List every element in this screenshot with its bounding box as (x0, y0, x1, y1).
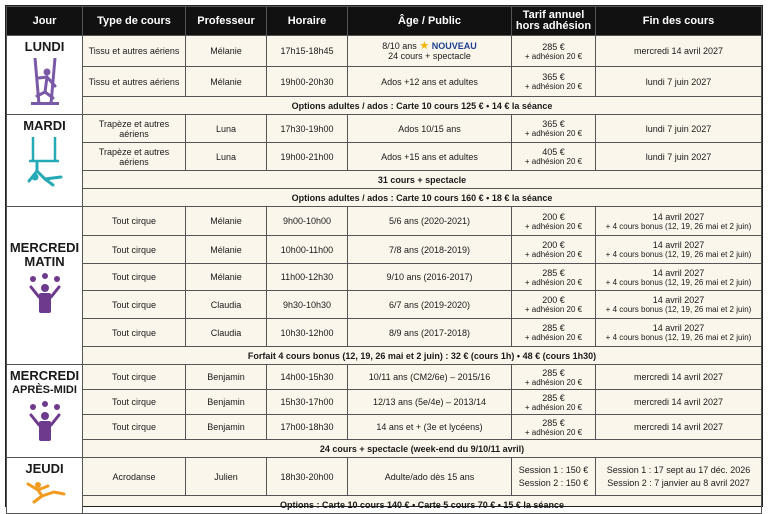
age-cell: Ados +15 ans et adultes (348, 143, 512, 171)
table-row (7, 236, 762, 264)
time-cell: 17h00-18h30 (267, 415, 348, 440)
end-cell (596, 291, 762, 319)
price-value: 285 € (542, 417, 565, 428)
prof-cell: Benjamin (186, 415, 267, 440)
price-value: 200 € (542, 211, 565, 222)
time-cell: 18h30-20h00 (267, 458, 348, 496)
header-horaire: Horaire (267, 7, 348, 36)
end-cell (596, 264, 762, 291)
time-cell: 14h00-15h30 (267, 365, 348, 390)
schedule-table (6, 6, 762, 514)
type-cell: Tissu et autres aériens (83, 36, 186, 67)
price-value: 285 € (542, 392, 565, 403)
time-cell: 10h00-11h00 (267, 236, 348, 264)
fee-note: + adhésion 20 € (524, 333, 583, 342)
day-label: MARDI (23, 118, 66, 133)
day-label: MERCREDI (9, 240, 80, 255)
prof-cell: Claudia (186, 291, 267, 319)
time-cell: 11h00-12h30 (267, 264, 348, 291)
options-row (7, 97, 762, 115)
session-2-price: Session 2 : 150 € (518, 478, 589, 488)
time-cell: 17h30-19h00 (267, 115, 348, 143)
day-cell-mercredi-apres-midi (7, 365, 83, 458)
time-cell: 9h00-10h00 (267, 207, 348, 236)
session-2-dates: Session 2 : 7 janvier au 8 avril 2027 (607, 478, 750, 488)
fee-note: + adhésion 20 € (524, 51, 583, 61)
type-cell: Trapèze et autres aériens (83, 143, 186, 171)
header-fin: Fin des cours (596, 7, 762, 36)
price-cell (512, 36, 596, 67)
table-row (7, 36, 762, 67)
acrobat-icon (24, 480, 66, 504)
session-1-price: Session 1 : 150 € (518, 465, 589, 475)
prof-cell: Mélanie (186, 264, 267, 291)
table-row (7, 264, 762, 291)
fee-note: + adhésion 20 € (524, 277, 583, 287)
time-cell: 10h30-12h00 (267, 319, 348, 347)
note-text: 31 cours + spectacle (83, 171, 762, 189)
price-cell (512, 236, 596, 264)
age-cell: Adulte/ado dès 15 ans (348, 458, 512, 496)
session-1-dates: Session 1 : 17 sept au 17 déc. 2026 (606, 465, 751, 475)
header-type: Type de cours (83, 7, 186, 36)
age-cell: 9/10 ans (2016-2017) (348, 264, 512, 291)
options-text: Options adultes / ados : Carte 10 cours 160 € • 18 € la séance (83, 189, 762, 207)
age-cell: 12/13 ans (5e/4e) – 2013/14 (348, 390, 512, 415)
bonus-note: + 4 cours bonus (12, 19, 26 mai et 2 juin) (605, 221, 752, 231)
end-date: 14 avril 2027 (652, 240, 705, 250)
day-label: APRÈS-MIDI (12, 384, 77, 396)
time-cell: 19h00-21h00 (267, 143, 348, 171)
star-icon: ★ (419, 40, 430, 52)
fee-note: + adhésion 20 € (524, 305, 583, 314)
day-label: JEUDI (25, 461, 64, 476)
prof-cell: Mélanie (186, 207, 267, 236)
header-professeur: Professeur (186, 7, 267, 36)
note-text: 24 cours + spectacle (week-end du 9/10/11 avril) (83, 440, 762, 458)
end-date: 14 avril 2027 (652, 211, 705, 222)
age-cell: 6/7 ans (2019-2020) (348, 291, 512, 319)
price-cell (512, 365, 596, 390)
fee-note: + adhésion 20 € (524, 377, 583, 387)
note-row (7, 440, 762, 458)
price-value: 285 € (542, 267, 565, 278)
price-value: 285 € (542, 41, 565, 52)
prof-cell: Luna (186, 115, 267, 143)
table-row (7, 115, 762, 143)
end-date: 14 avril 2027 (652, 323, 705, 333)
price-value: 200 € (542, 295, 565, 305)
price-value: 365 € (542, 119, 565, 129)
bonus-note: + 4 cours bonus (12, 19, 26 mai et 2 juin) (605, 305, 752, 314)
time-cell: 19h00-20h30 (267, 67, 348, 97)
schedule-table-frame (5, 5, 763, 510)
price-cell (512, 264, 596, 291)
type-cell: Acrodanse (83, 458, 186, 496)
prof-cell: Julien (186, 458, 267, 496)
bonus-note: + 4 cours bonus (12, 19, 26 mai et 2 juin) (605, 250, 752, 259)
note-row (7, 171, 762, 189)
day-cell-jeudi (7, 458, 83, 514)
header-tarif: Tarif annuel hors adhésion (512, 7, 596, 36)
age-cell: 10/11 ans (CM2/6e) – 2015/16 (348, 365, 512, 390)
age-note: 24 cours + spectacle (388, 51, 471, 61)
bonus-note: + 4 cours bonus (12, 19, 26 mai et 2 juin) (605, 277, 752, 287)
type-cell: Tout cirque (83, 207, 186, 236)
table-row (7, 291, 762, 319)
fee-note: + adhésion 20 € (524, 427, 583, 437)
header-row (7, 7, 762, 36)
bonus-note: + 4 cours bonus (12, 19, 26 mai et 2 juin) (605, 333, 752, 342)
type-cell: Trapèze et autres aériens (83, 115, 186, 143)
prof-cell: Mélanie (186, 67, 267, 97)
fee-note: + adhésion 20 € (524, 129, 583, 138)
day-label: MATIN (24, 254, 65, 269)
time-cell: 9h30-10h30 (267, 291, 348, 319)
age-cell: 5/6 ans (2020-2021) (348, 207, 512, 236)
age-cell: 8/9 ans (2017-2018) (348, 319, 512, 347)
table-row (7, 143, 762, 171)
new-badge: NOUVEAU (431, 41, 477, 51)
price-value: 200 € (542, 240, 565, 250)
age-cell: Ados 10/15 ans (348, 115, 512, 143)
price-cell (512, 291, 596, 319)
options-row (7, 189, 762, 207)
table-row (7, 207, 762, 236)
table-row (7, 67, 762, 97)
table-row (7, 319, 762, 347)
type-cell: Tout cirque (83, 415, 186, 440)
prof-cell: Benjamin (186, 390, 267, 415)
day-cell-lundi (7, 36, 83, 115)
end-cell (596, 207, 762, 236)
end-date: 14 avril 2027 (652, 295, 705, 305)
day-label: MERCREDI (9, 368, 80, 383)
type-cell: Tout cirque (83, 236, 186, 264)
options-row (7, 496, 762, 514)
day-label: LUNDI (24, 39, 65, 54)
end-cell: lundi 7 juin 2027 (596, 67, 762, 97)
end-cell: mercredi 14 avril 2027 (596, 36, 762, 67)
age-cell: Ados +12 ans et adultes (348, 67, 512, 97)
table-row (7, 415, 762, 440)
price-cell (512, 458, 596, 496)
table-row (7, 390, 762, 415)
price-cell (512, 390, 596, 415)
note-row (7, 347, 762, 365)
options-text: Options adultes / ados : Carte 10 cours 125 € • 14 € la séance (83, 97, 762, 115)
day-cell-mercredi-matin (7, 207, 83, 365)
age-cell: 7/8 ans (2018-2019) (348, 236, 512, 264)
time-cell: 15h30-17h00 (267, 390, 348, 415)
age-cell: 14 ans et + (3e et lycéens) (348, 415, 512, 440)
table-row (7, 365, 762, 390)
header-jour: Jour (7, 7, 83, 36)
prof-cell: Mélanie (186, 36, 267, 67)
time-cell: 17h15-18h45 (267, 36, 348, 67)
price-cell (512, 67, 596, 97)
end-cell: mercredi 14 avril 2027 (596, 365, 762, 390)
fee-note: + adhésion 20 € (524, 221, 583, 231)
prof-cell: Luna (186, 143, 267, 171)
end-cell (596, 319, 762, 347)
end-cell: mercredi 14 avril 2027 (596, 415, 762, 440)
day-cell-mardi (7, 115, 83, 207)
type-cell: Tissu et autres aériens (83, 67, 186, 97)
price-value: 405 € (542, 147, 565, 157)
fee-note: + adhésion 20 € (524, 82, 583, 91)
header-age: Âge / Public (348, 7, 512, 36)
prof-cell: Benjamin (186, 365, 267, 390)
trapeze-icon (23, 137, 67, 189)
prof-cell: Claudia (186, 319, 267, 347)
end-cell (596, 236, 762, 264)
type-cell: Tout cirque (83, 291, 186, 319)
type-cell: Tout cirque (83, 264, 186, 291)
juggler-icon (25, 401, 65, 443)
price-cell (512, 319, 596, 347)
price-value: 365 € (542, 72, 565, 82)
age-text: 8/10 ans (382, 41, 417, 51)
table-row (7, 458, 762, 496)
end-cell: lundi 7 juin 2027 (596, 115, 762, 143)
type-cell: Tout cirque (83, 319, 186, 347)
juggler-icon (25, 273, 65, 315)
fee-note: + adhésion 20 € (524, 250, 583, 259)
price-cell (512, 207, 596, 236)
aerial-silks-icon (25, 58, 65, 106)
end-cell: lundi 7 juin 2027 (596, 143, 762, 171)
fee-note: + adhésion 20 € (524, 157, 583, 166)
note-text: Forfait 4 cours bonus (12, 19, 26 mai et 2 juin) : 32 € (cours 1h) • 48 € (cours 1h30) (83, 347, 762, 365)
end-cell: mercredi 14 avril 2027 (596, 390, 762, 415)
options-text: Options : Carte 10 cours 140 € • Carte 5 cours 70 € • 15 € la séance (83, 496, 762, 514)
type-cell: Tout cirque (83, 365, 186, 390)
type-cell: Tout cirque (83, 390, 186, 415)
price-cell (512, 143, 596, 171)
end-date: 14 avril 2027 (652, 267, 705, 278)
fee-note: + adhésion 20 € (524, 402, 583, 412)
price-value: 285 € (542, 323, 565, 333)
age-cell (348, 36, 512, 67)
price-cell (512, 115, 596, 143)
prof-cell: Mélanie (186, 236, 267, 264)
price-cell (512, 415, 596, 440)
price-value: 285 € (542, 367, 565, 378)
end-cell (596, 458, 762, 496)
